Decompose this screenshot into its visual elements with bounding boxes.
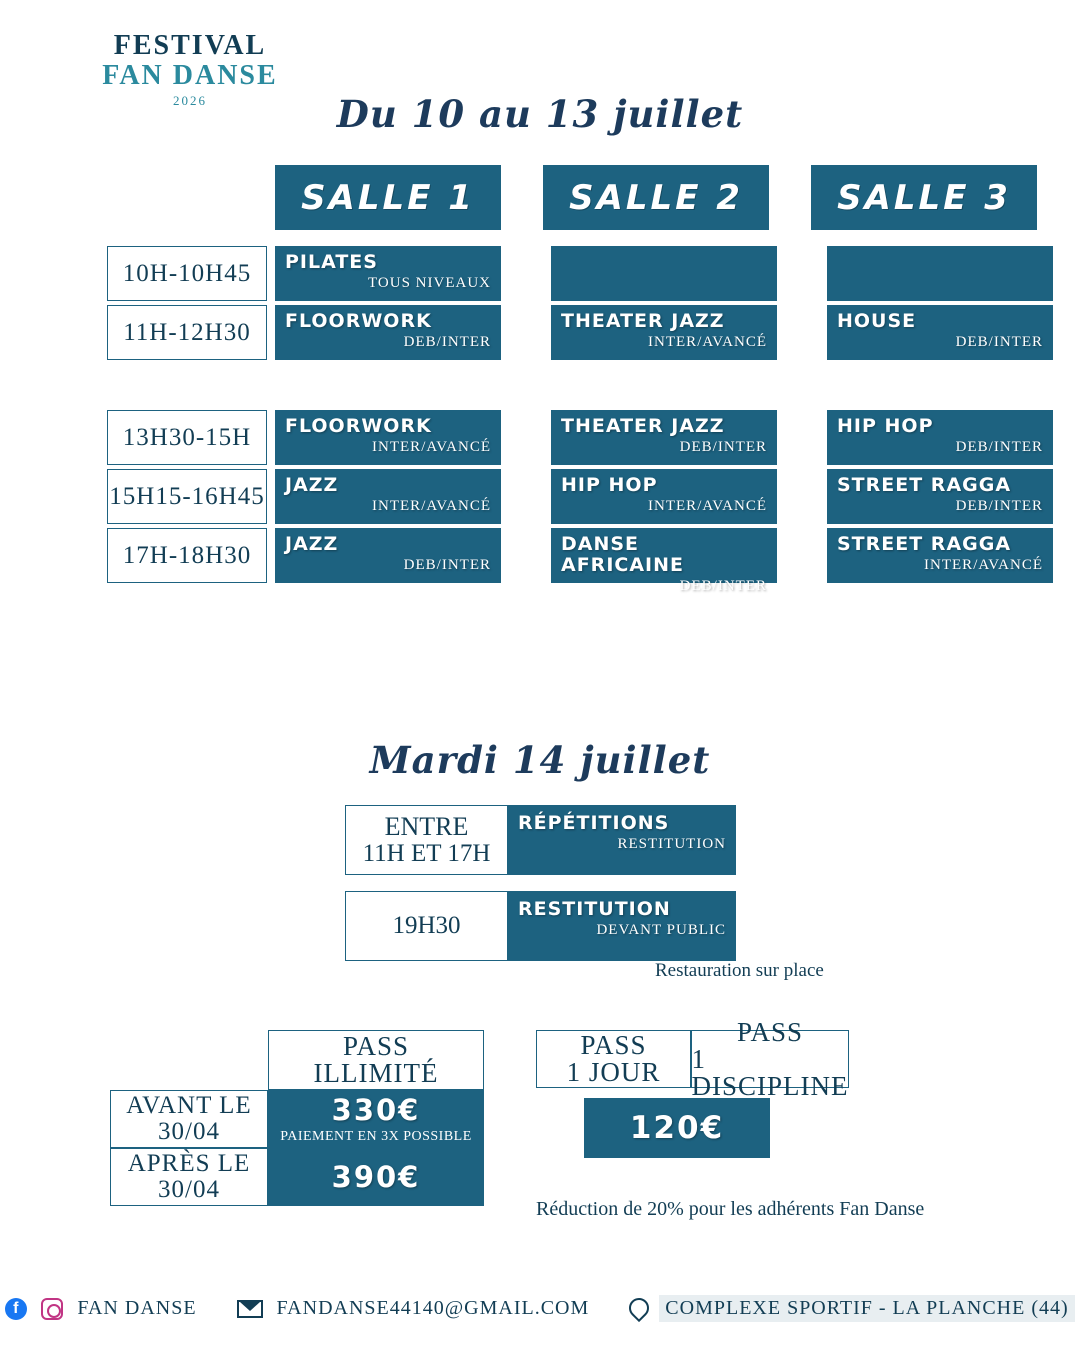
instagram-icon[interactable] bbox=[41, 1298, 63, 1320]
time-label: 11H-12H30 bbox=[107, 305, 267, 360]
room-header-label: SALLE 2 bbox=[569, 177, 743, 218]
room-cell-salle-2 bbox=[551, 410, 777, 469]
pass-illimite-row bbox=[110, 1090, 484, 1148]
footer bbox=[0, 1295, 1080, 1322]
pass-options-header bbox=[536, 1016, 849, 1101]
period-line-2: 30/04 bbox=[158, 1176, 220, 1203]
room-cell-salle-2 bbox=[551, 246, 777, 305]
mardi-time bbox=[345, 891, 508, 961]
room-header-salle-1 bbox=[275, 165, 501, 230]
price-note: PAIEMENT EN 3X POSSIBLE bbox=[280, 1129, 472, 1144]
room-cell-salle-2 bbox=[551, 469, 777, 528]
price-amount: 330€ bbox=[331, 1093, 421, 1127]
class-level: DEB/INTER bbox=[403, 333, 491, 350]
period-line-1: APRÈS LE bbox=[127, 1149, 251, 1177]
class-level: INTER/AVANCÉ bbox=[924, 556, 1043, 573]
room-cell-salle-1 bbox=[275, 469, 501, 528]
class-block-none bbox=[551, 364, 777, 406]
schedule-grid bbox=[107, 165, 1053, 594]
class-block bbox=[827, 469, 1053, 524]
class-level: DEB/INTER bbox=[955, 497, 1043, 514]
period-line-1: AVANT LE bbox=[126, 1091, 252, 1119]
pass-illimite-price bbox=[268, 1148, 484, 1206]
time-label: 13H30-15H bbox=[107, 410, 267, 465]
class-name: HIP HOP bbox=[837, 415, 934, 437]
pass-illimite-period bbox=[110, 1090, 268, 1148]
room-cell-salle-2 bbox=[551, 528, 777, 594]
class-name: JAZZ bbox=[285, 533, 339, 555]
time-label: 17H-18H30 bbox=[107, 528, 267, 583]
mardi-activity-name: RESTITUTION bbox=[518, 898, 671, 920]
class-level: INTER/AVANCÉ bbox=[648, 333, 767, 350]
room-header-salle-2 bbox=[543, 165, 769, 230]
mail-icon bbox=[237, 1300, 263, 1318]
reduction-note: Réduction de 20% pour les adhérents Fan Danse bbox=[536, 1198, 925, 1220]
class-level: DEB/INTER bbox=[955, 333, 1043, 350]
class-name: THEATER JAZZ bbox=[561, 310, 725, 332]
period-line-2: 30/04 bbox=[158, 1118, 220, 1145]
schedule-row-spacer bbox=[107, 364, 1053, 410]
room-cell-salle-1 bbox=[275, 246, 501, 305]
price-amount: 120€ bbox=[629, 1110, 725, 1146]
venue-location: COMPLEXE SPORTIF - LA PLANCHE (44) bbox=[659, 1295, 1074, 1322]
class-block bbox=[827, 305, 1053, 360]
mardi-time-line-2: 19H30 bbox=[392, 911, 461, 939]
room-cell-salle-3 bbox=[827, 246, 1053, 305]
room-header-label: SALLE 1 bbox=[301, 177, 475, 218]
class-level: TOUS NIVEAUX bbox=[368, 274, 491, 291]
schedule-row bbox=[107, 528, 1053, 594]
class-level: INTER/AVANCÉ bbox=[372, 497, 491, 514]
room-cell-salle-1 bbox=[275, 528, 501, 587]
schedule-row bbox=[107, 469, 1053, 528]
class-block bbox=[275, 246, 501, 301]
class-block bbox=[551, 305, 777, 360]
location-pin-icon bbox=[629, 1298, 645, 1320]
class-level: INTER/AVANCÉ bbox=[648, 497, 767, 514]
social-handle: FAN DANSE bbox=[77, 1297, 197, 1319]
mardi-row bbox=[345, 805, 736, 875]
class-level: INTER/AVANCÉ bbox=[372, 438, 491, 455]
class-block bbox=[551, 469, 777, 524]
room-cell-salle-3 bbox=[827, 305, 1053, 364]
class-block bbox=[827, 528, 1053, 583]
pass-1-jour-line-1: PASS bbox=[580, 1030, 647, 1060]
class-name: DANSE AFRICAINE bbox=[561, 533, 684, 576]
facebook-icon[interactable]: f bbox=[5, 1298, 27, 1320]
mardi-activity-note: DEVANT PUBLIC bbox=[596, 921, 726, 938]
room-header-label: SALLE 3 bbox=[837, 177, 1011, 218]
class-name: JAZZ bbox=[285, 474, 339, 496]
pass-illimite-header-line-1: PASS bbox=[342, 1031, 410, 1061]
class-level: DEB/INTER bbox=[403, 556, 491, 573]
room-cell-salle-2 bbox=[551, 305, 777, 364]
mardi-activity-name: RÉPÉTITIONS bbox=[518, 812, 670, 834]
time-label-empty bbox=[107, 364, 267, 406]
mardi-time-line-1: ENTRE bbox=[384, 812, 469, 842]
mardi-activity-block bbox=[508, 891, 736, 961]
pass-1-jour bbox=[536, 1030, 691, 1088]
class-block bbox=[275, 410, 501, 465]
pass-illimite-period bbox=[110, 1148, 268, 1206]
class-block-empty bbox=[827, 246, 1053, 301]
class-level: DEB/INTER bbox=[679, 577, 767, 594]
pass-1-jour-line-2: 1 JOUR bbox=[566, 1057, 661, 1087]
class-block-none bbox=[275, 364, 501, 406]
pass-1-discipline bbox=[691, 1016, 849, 1101]
class-name: STREET RAGGA bbox=[837, 474, 1012, 496]
schedule-row bbox=[107, 305, 1053, 364]
class-name: HOUSE bbox=[837, 310, 917, 332]
class-block bbox=[551, 410, 777, 465]
class-block-none bbox=[827, 364, 1053, 406]
room-cell-salle-1 bbox=[275, 364, 501, 410]
schedule-row bbox=[107, 246, 1053, 305]
room-cell-salle-2 bbox=[551, 364, 777, 410]
class-name: PILATES bbox=[285, 251, 378, 273]
mardi-activity-note: RESTITUTION bbox=[617, 835, 726, 852]
pass-illimite-row bbox=[110, 1148, 484, 1206]
room-cell-salle-1 bbox=[275, 305, 501, 364]
pass-illimite-table bbox=[110, 1030, 484, 1206]
time-label: 15H15-16H45 bbox=[107, 469, 267, 524]
mardi-schedule bbox=[345, 805, 736, 977]
class-level: DEB/INTER bbox=[679, 438, 767, 455]
class-name: STREET RAGGA bbox=[837, 533, 1012, 555]
class-name: FLOORWORK bbox=[285, 415, 432, 437]
class-block bbox=[275, 528, 501, 583]
pass-illimite-price bbox=[268, 1090, 484, 1148]
class-block bbox=[551, 528, 777, 594]
logo-line-1: FESTIVAL bbox=[113, 30, 267, 61]
pass-options-price bbox=[584, 1098, 770, 1158]
schedule-header-row bbox=[275, 165, 1053, 230]
pass-1-discipline-line-2: 1 DISCIPLINE bbox=[691, 1043, 849, 1101]
class-level: DEB/INTER bbox=[955, 438, 1043, 455]
room-cell-salle-3 bbox=[827, 410, 1053, 469]
room-cell-salle-3 bbox=[827, 469, 1053, 528]
title-dates: Du 10 au 13 juillet bbox=[336, 92, 744, 136]
room-cell-salle-1 bbox=[275, 410, 501, 469]
pass-1-discipline-line-1: PASS bbox=[736, 1016, 804, 1047]
room-cell-salle-3 bbox=[827, 364, 1053, 410]
mardi-time bbox=[345, 805, 508, 875]
schedule-row bbox=[107, 410, 1053, 469]
mardi-time-line-2: 11H ET 17H bbox=[362, 839, 491, 867]
room-header-salle-3 bbox=[811, 165, 1037, 230]
class-name: THEATER JAZZ bbox=[561, 415, 725, 437]
mardi-activity-block bbox=[508, 805, 736, 875]
class-name: FLOORWORK bbox=[285, 310, 432, 332]
class-block-empty bbox=[551, 246, 777, 301]
price-amount: 390€ bbox=[331, 1160, 421, 1194]
logo-line-2: FAN DANSE bbox=[102, 60, 278, 91]
pass-illimite-header-line-2: ILLIMITÉ bbox=[313, 1058, 439, 1088]
pass-options-table bbox=[536, 1016, 849, 1158]
class-block bbox=[275, 305, 501, 360]
class-block bbox=[827, 410, 1053, 465]
email-address[interactable]: FANDANSE44140@GMAIL.COM bbox=[276, 1297, 590, 1319]
room-cell-salle-3 bbox=[827, 528, 1053, 587]
logo-year: 2026 bbox=[173, 93, 207, 108]
class-block bbox=[275, 469, 501, 524]
time-label: 10H-10H45 bbox=[107, 246, 267, 301]
mardi-row bbox=[345, 891, 736, 961]
class-name: HIP HOP bbox=[561, 474, 658, 496]
pass-illimite-header bbox=[268, 1030, 484, 1090]
restauration-note: Restauration sur place bbox=[655, 960, 824, 981]
title-mardi: Mardi 14 juillet bbox=[369, 738, 711, 782]
